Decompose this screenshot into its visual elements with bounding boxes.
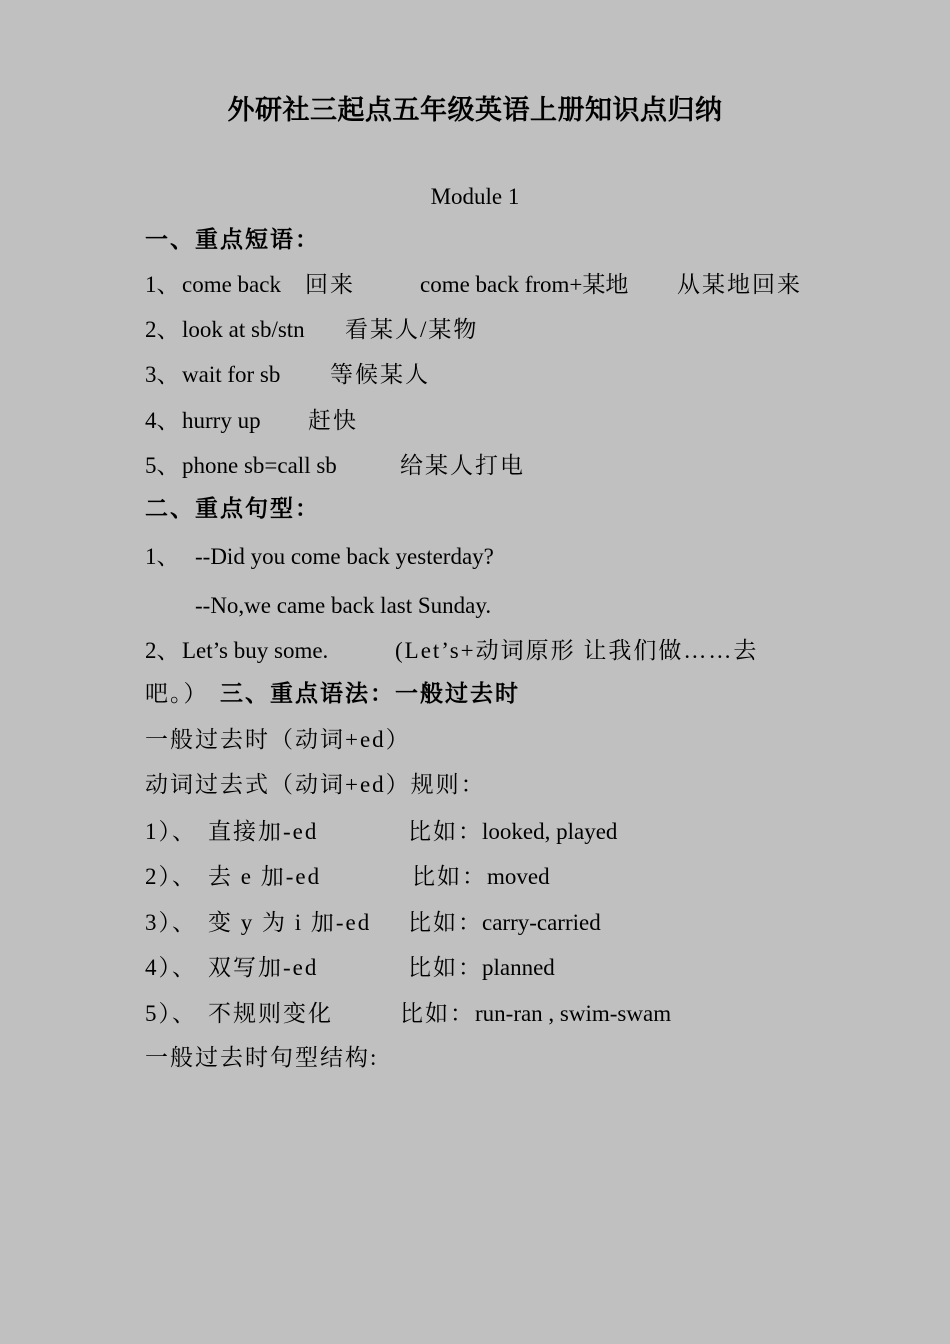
- rule-3-text: 变 y 为 i 加-ed: [208, 910, 372, 935]
- rule-3-example: carry-carried: [482, 910, 601, 935]
- rule-2-ex-label: 比如：: [412, 864, 487, 889]
- rule-2-example: moved: [487, 864, 550, 889]
- rule-4-num: 4）、: [145, 955, 197, 980]
- phrase-1-en: come back: [182, 272, 281, 297]
- rule-1-text: 直接加-ed: [208, 819, 319, 844]
- phrase-2-cn: 看某人/某物: [345, 317, 479, 342]
- sentence-2-note-end: 吧。）: [145, 681, 209, 706]
- rule-3-ex-label: 比如：: [408, 910, 483, 935]
- phrase-4-num: 4、: [145, 408, 180, 433]
- phrase-1-cn2: 从某地回来: [677, 272, 802, 297]
- phrase-2-en: look at sb/stn: [182, 317, 305, 342]
- rule-title: 动词过去式（动词+ed）规则：: [145, 772, 486, 797]
- sentence-structure-heading: 一般过去时句型结构:: [145, 1045, 379, 1070]
- rule-3-num: 3）、: [145, 910, 197, 935]
- phrase-5-num: 5、: [145, 453, 180, 478]
- section2-heading: 二、重点句型：: [145, 496, 320, 521]
- section1-heading: 一、重点短语：: [145, 227, 320, 252]
- rule-5-text: 不规则变化: [208, 1001, 333, 1026]
- phrase-3-en: wait for sb: [182, 362, 281, 387]
- phrase-1-num: 1、: [145, 272, 180, 297]
- grammar-definition: 一般过去时（动词+ed）: [145, 727, 411, 752]
- sentence-2-num: 2、: [145, 638, 180, 663]
- page-title: 外研社三起点五年级英语上册知识点归纳: [227, 95, 723, 125]
- phrase-1-en2: come back from+某地: [420, 272, 629, 297]
- rule-1-ex-label: 比如：: [408, 819, 483, 844]
- rule-5-ex-label: 比如：: [400, 1001, 475, 1026]
- sentence-1-question: --Did you come back yesterday?: [195, 544, 494, 569]
- rule-1-num: 1）、: [145, 819, 197, 844]
- sentence-2-note: (Let’s+动词原形 让我们做……去: [395, 638, 759, 663]
- section3-heading: 三、重点语法：一般过去时: [220, 681, 520, 706]
- rule-5-example: run-ran , swim-swam: [475, 1001, 672, 1026]
- module-heading: Module 1: [430, 184, 520, 209]
- phrase-5-en: phone sb=call sb: [182, 453, 337, 478]
- rule-4-ex-label: 比如：: [408, 955, 483, 980]
- phrase-4-en: hurry up: [182, 408, 261, 433]
- sentence-1-answer: --No,we came back last Sunday.: [195, 593, 492, 618]
- rule-5-num: 5）、: [145, 1001, 197, 1026]
- phrase-1-cn: 回来: [305, 272, 355, 297]
- phrase-3-num: 3、: [145, 362, 180, 387]
- phrase-3-cn: 等候某人: [330, 362, 430, 387]
- phrase-4-cn: 赶快: [308, 408, 358, 433]
- sentence-2-en: Let’s buy some.: [182, 638, 329, 663]
- rule-4-text: 双写加-ed: [208, 955, 319, 980]
- rule-4-example: planned: [482, 955, 555, 980]
- sentence-1-num: 1、: [145, 544, 180, 569]
- phrase-2-num: 2、: [145, 317, 180, 342]
- rule-2-num: 2）、: [145, 864, 197, 889]
- rule-1-example: looked, played: [482, 819, 618, 844]
- rule-2-text: 去 e 加-ed: [208, 864, 322, 889]
- phrase-5-cn: 给某人打电: [400, 453, 525, 478]
